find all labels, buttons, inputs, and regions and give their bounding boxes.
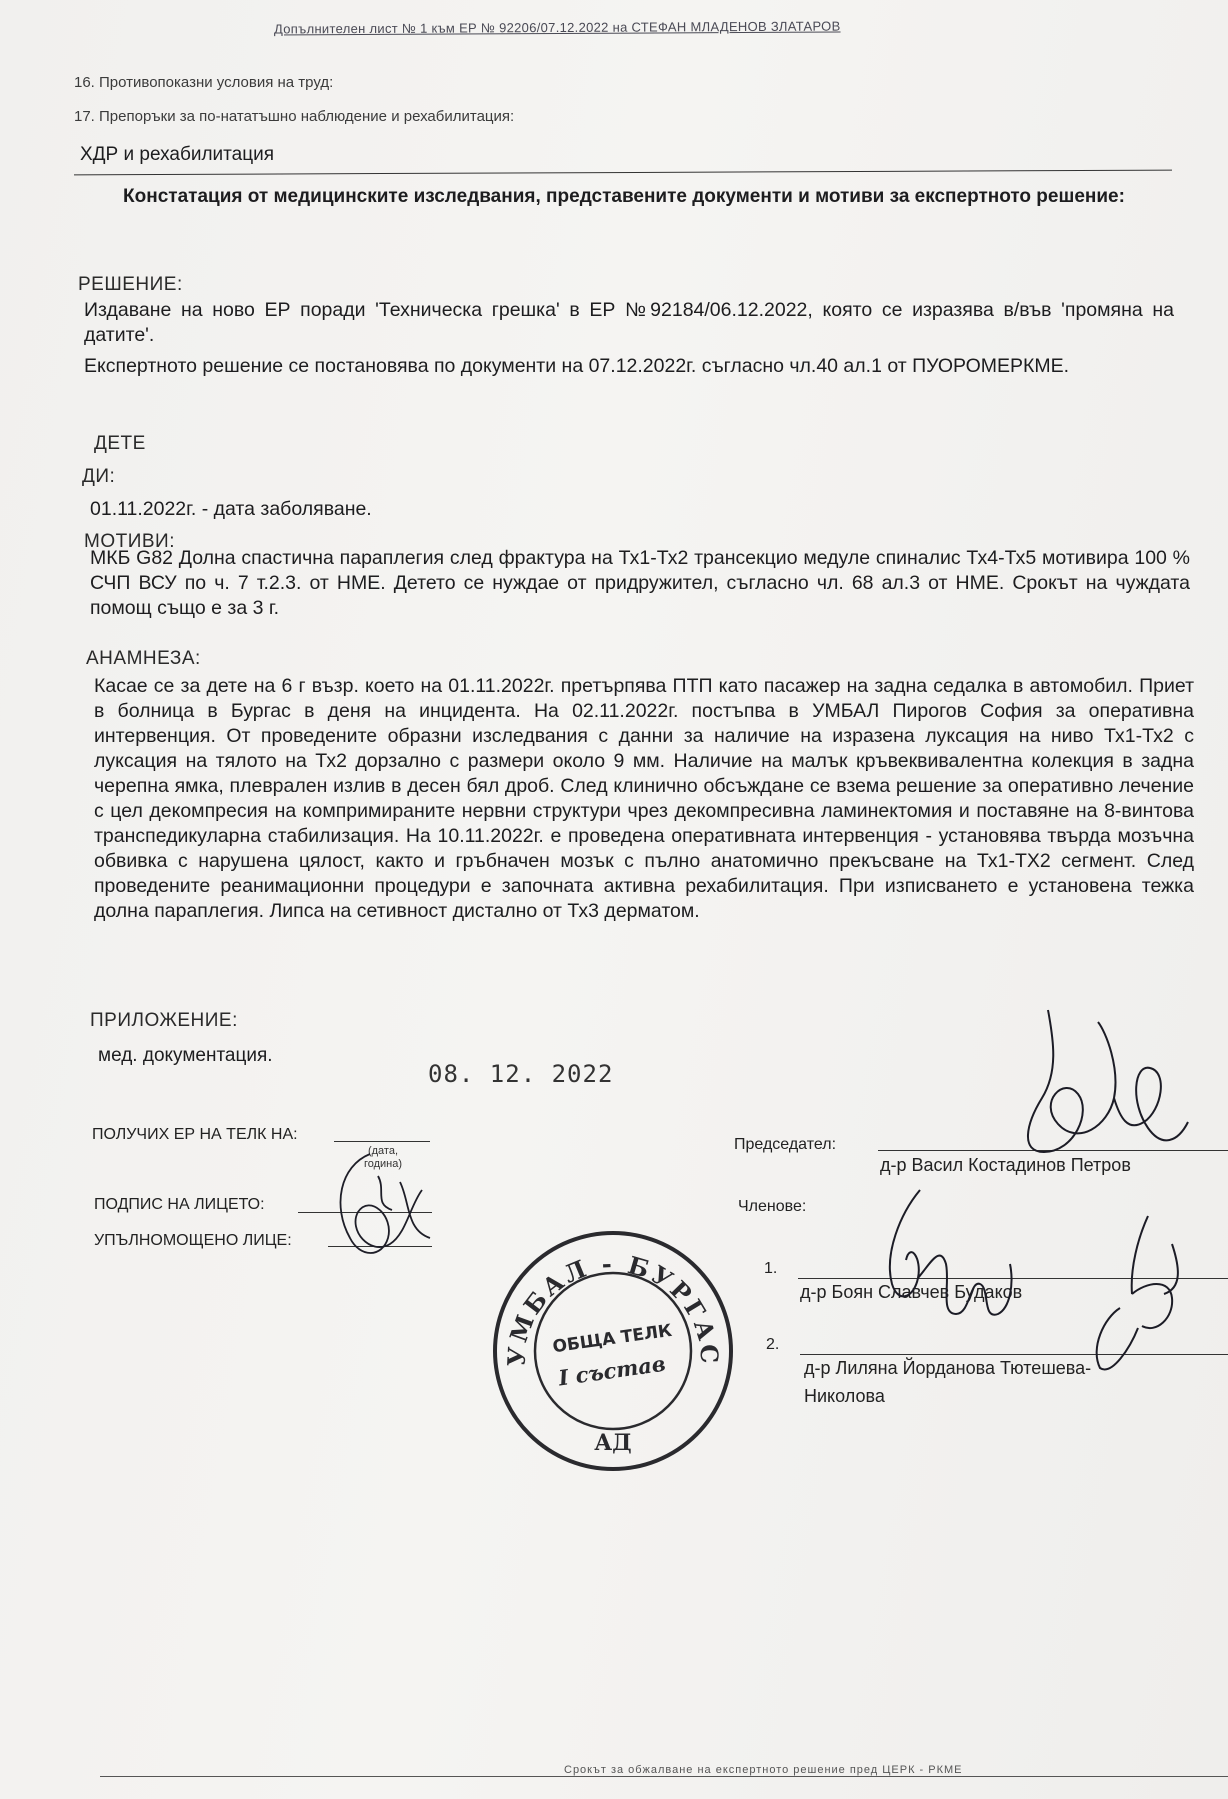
stamp-outer-top-text: УМБАЛ - БУРГАС <box>501 1248 725 1368</box>
member-2-name-line1: д-р Лиляна Йорданова Тютешева- <box>804 1358 1092 1378</box>
chair-label: Председател: <box>734 1136 837 1153</box>
recipient-signature <box>330 1146 440 1268</box>
decision-text-1: Издаване на ново ЕР поради 'Техническа грешка' в ЕР №92184/06.12.2022, която се изразява в/във 'промяна на датите'. <box>84 299 1174 346</box>
chair-name: д-р Васил Костадинов Петров <box>880 1155 1131 1175</box>
member-1-number: 1. <box>764 1260 778 1277</box>
received-label: ПОЛУЧИХ ЕР НА ТЕЛК НА: <box>92 1126 298 1143</box>
child-label: ДЕТЕ <box>94 433 146 454</box>
member-2-signature <box>1060 1208 1210 1378</box>
footer-text: Срокът за обжалване на експертното решение пред ЦЕРК - РКМЕ <box>564 1764 963 1776</box>
members-label: Членове: <box>738 1198 807 1215</box>
member-2-number: 2. <box>766 1336 780 1353</box>
document-header: Допълнителен лист № 1 към ЕР № 92206/07.12.2022 на СТЕФАН МЛАДЕНОВ ЗЛАТАРОВ <box>273 18 841 37</box>
handwritten-date: 08. 12. 2022 <box>428 1060 614 1088</box>
official-stamp <box>490 1228 736 1474</box>
field-17-label: 17. Препоръки за по-нататъшно наблюдение и рехабилитация: <box>74 108 515 125</box>
member-1-name: д-р Боян Славчев Будаков <box>800 1282 1023 1302</box>
decision-heading: РЕШЕНИЕ: <box>78 274 183 295</box>
anamnesis-text: Касае се за дете на 6 г възр. което на 01.11.2022г. претърпява ПТП като пасажер на задна седалка в автомобил. Приет в болница в Бургас в деня на инцидента. На 02.11.2022г. постъпва в УМБАЛ Пирогов София за оперативна интервенция. От проведените образни изследвания с данни за наличие на изразена луксация на ниво Тх1-Тх2 с луксация на тялото на Тх2 дорзално с размери около 9 мм. Наличие на малък кръвеквивалентна колекция в задна черепна ямка, плеврален излив в десен бял дроб. След клинично обсъждане се взема решение за оперативно лечение с цел декомпресия на компримираните нервни структури чрез декомпресивна ламинектомия и поставяне на 8-винтова транспедикуларна стабилизация. На 10.11.2022г. е проведена оперативната интервенция - установява твърда мозъчна обвивка с нарушена цялост, както и гръбначен мозък с пълно анатомично прекъсване на Тх1-ТХ2 сегмент. След проведените реанимационни процедури е започната активна рехабилитация. При изписването е установена тежка долна параплегия. Липса на сетивност дистално от Тх3 дерматом. <box>94 675 1194 922</box>
date-year-hint: (дата, година) <box>363 1145 403 1170</box>
decision-text-2: Експертното решение се постановява по документи на 07.12.2022г. съгласно чл.40 ал.1 от ПУОРОМЕРКМЕ. <box>84 355 1070 377</box>
field-17-value: ХДР и рехабилитация <box>80 144 274 165</box>
attachment-text: мед. документация. <box>98 1045 273 1066</box>
stamp-inner-line2: I състав <box>556 1350 667 1391</box>
di-heading: ДИ: <box>82 466 116 487</box>
person-signature-label: ПОДПИС НА ЛИЦЕТО: <box>94 1196 265 1213</box>
field-16-label: 16. Противопоказни условия на труд: <box>74 74 334 91</box>
authorized-person-label: УПЪЛНОМОЩЕНО ЛИЦЕ: <box>94 1232 292 1249</box>
section-title: Констатация от медицинските изследвания, представените документи и мотиви за експертното решение: <box>123 186 1125 207</box>
member-2-name-line2: Николова <box>804 1386 885 1406</box>
anamnesis-heading: АНАМНЕЗА: <box>86 648 201 669</box>
stamp-inner-line1: ОБЩА ТЕЛК <box>551 1320 674 1358</box>
received-line <box>334 1141 430 1142</box>
motives-heading: МОТИВИ: <box>84 531 175 552</box>
chair-signature <box>1018 1002 1198 1172</box>
footer-line <box>100 1776 1228 1777</box>
di-text: 01.11.2022г. - дата заболяване. <box>90 498 372 520</box>
motives-text: МКБ G82 Долна спастична параплегия след фрактура на Тх1-Тх2 трансекцио медуле спиналис Тх4-Тх5 мотивира 100 % СЧП ВСУ по ч. 7 т.2.3. от НМЕ. Детето се нуждае от придружител, съгласно чл. 68 ал.3 от НМЕ. Срокът на чуждата помощ също е за 3 г. <box>90 547 1190 619</box>
attachment-heading: ПРИЛОЖЕНИЕ: <box>90 1010 238 1031</box>
member-1-signature <box>870 1184 1020 1334</box>
stamp-outer-bottom-text: АД <box>594 1430 632 1456</box>
